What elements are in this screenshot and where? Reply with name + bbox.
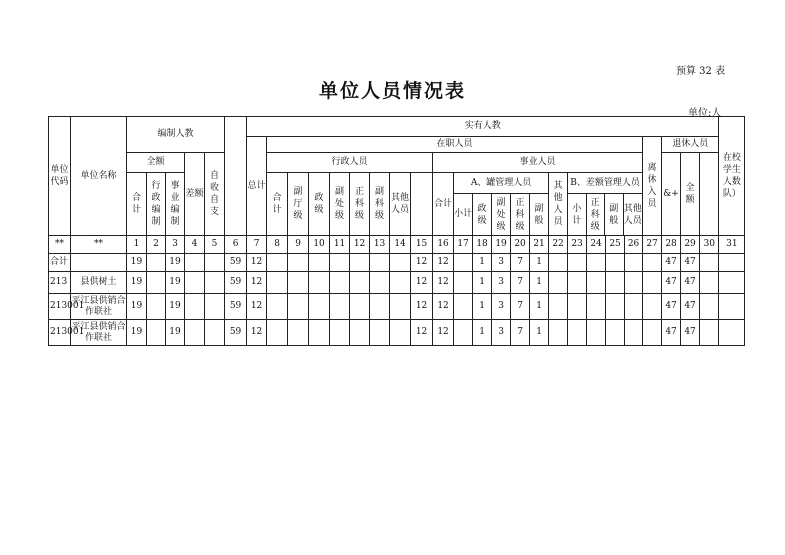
table-cell [267, 254, 288, 272]
table-cell: 12 [433, 294, 454, 320]
table-cell [205, 294, 225, 320]
table-cell [147, 272, 166, 294]
table-cell [549, 320, 568, 346]
table-cell [330, 272, 350, 294]
table-cell: 12 [411, 294, 433, 320]
col-establishment: 编制人教 [127, 117, 225, 153]
table-cell [454, 294, 473, 320]
table-cell [370, 320, 390, 346]
unit-label: 单位:人 [688, 108, 722, 119]
table-cell: 19 [127, 254, 147, 272]
table-cell: 3 [492, 272, 511, 294]
table-cell: 19 [127, 294, 147, 320]
table-cell [568, 254, 587, 272]
table-cell [330, 320, 350, 346]
table-cell: 1 [473, 294, 492, 320]
col-deputy-bureau: 副厅级 [288, 173, 309, 236]
col-employed: 在职人员 [267, 137, 643, 153]
table-cell [267, 320, 288, 346]
table-cell [454, 272, 473, 294]
table-cell [288, 254, 309, 272]
cell-unit-name: 平江县供销合作联社 [71, 320, 127, 346]
table-cell [370, 294, 390, 320]
table-cell: 47 [662, 294, 681, 320]
table-cell: 1 [530, 254, 549, 272]
table-cell: 7 [511, 254, 530, 272]
table-cell: 1 [530, 272, 549, 294]
table-cell [350, 294, 370, 320]
table-row [49, 272, 745, 294]
col-admin-other: 其他人员 [390, 173, 411, 236]
table-cell [390, 294, 411, 320]
table-cell [643, 254, 662, 272]
table-cell [625, 254, 643, 272]
col-unit-name: 单位名称 [71, 117, 127, 236]
table-row [49, 320, 745, 346]
table-cell [330, 254, 350, 272]
table-cell [309, 294, 330, 320]
table-cell [288, 272, 309, 294]
table-cell: 1 [473, 254, 492, 272]
table-cell: 7 [511, 294, 530, 320]
table-cell [606, 254, 625, 272]
col-retired: 退休人员 [662, 137, 719, 153]
table-cell [267, 294, 288, 320]
table-cell: 19 [166, 294, 185, 320]
col-unit-code: 单位代码 [49, 117, 71, 236]
budget-number: 预算 32 表 [676, 66, 726, 77]
table-cell: 7 [511, 272, 530, 294]
table-cell [719, 294, 745, 320]
table-cell [205, 272, 225, 294]
col-admin-total: 合计 [267, 173, 288, 236]
table-cell: 12 [247, 272, 267, 294]
table-cell [370, 272, 390, 294]
col-retired-offline: 离休入员 [643, 137, 662, 236]
table-cell [309, 320, 330, 346]
table-cell [549, 254, 568, 272]
col-section: 正科级 [350, 173, 370, 236]
table-cell [587, 294, 606, 320]
table-cell [700, 272, 719, 294]
table-cell [205, 254, 225, 272]
table-cell [700, 320, 719, 346]
table-cell [643, 294, 662, 320]
table-cell [205, 320, 225, 346]
table-cell: 59 [225, 272, 247, 294]
table-cell [309, 272, 330, 294]
table-cell [288, 294, 309, 320]
table-cell [606, 294, 625, 320]
col-self-funded: 自收自支 [205, 153, 225, 236]
cell-unit-code: 合计 [49, 254, 71, 272]
table-cell [568, 272, 587, 294]
table-cell: 19 [127, 320, 147, 346]
table-cell [549, 294, 568, 320]
table-cell: 47 [662, 320, 681, 346]
table-cell [185, 294, 205, 320]
table-cell [309, 254, 330, 272]
table-cell [625, 320, 643, 346]
table-cell [587, 272, 606, 294]
table-cell: 19 [127, 272, 147, 294]
table-cell: 12 [247, 294, 267, 320]
table-cell [147, 254, 166, 272]
table-cell [719, 320, 745, 346]
table-cell [568, 320, 587, 346]
table-cell: 47 [681, 254, 700, 272]
table-cell [267, 272, 288, 294]
col-inst-est: 事业编制 [166, 173, 185, 236]
col-a-group: A、罐管理人员 小计 政级 副处级 正科级 副般 [454, 173, 549, 236]
table-cell: 12 [433, 272, 454, 294]
table-cell: 12 [411, 320, 433, 346]
table-cell [643, 320, 662, 346]
table-cell: 19 [166, 272, 185, 294]
table-cell [185, 320, 205, 346]
col-full-amount: 全额 [127, 153, 185, 173]
col-deputy-section: 副科级 [370, 173, 390, 236]
table-cell: 3 [492, 294, 511, 320]
cell-unit-code: 213001 [49, 294, 71, 320]
table-cell: 3 [492, 254, 511, 272]
table-cell: 12 [247, 254, 267, 272]
col-division: 政级 [309, 173, 330, 236]
table-cell [606, 320, 625, 346]
table-cell [185, 254, 205, 272]
table-cell: 47 [681, 320, 700, 346]
col-deputy-division: 副处级 [330, 173, 350, 236]
page-title: 单位人员情况表 [318, 80, 466, 102]
table-cell: 47 [662, 254, 681, 272]
table-cell [643, 272, 662, 294]
table-cell: 12 [411, 254, 433, 272]
table-cell: 19 [166, 254, 185, 272]
column-number-row: ** ** 1 2 3 4 5 6 7 8 9 10 11 12 13 14 15 16 17 18 19 20 21 22 23 24 25 26 27 28 29 30 31 [49, 236, 745, 254]
col-admin-est: 行政编制 [147, 173, 166, 236]
col-retired-amp: &+ [662, 153, 681, 236]
table-row [49, 294, 745, 320]
col-actual: 实有人教 [247, 117, 719, 137]
table-cell [700, 294, 719, 320]
table-cell [587, 254, 606, 272]
table-cell [700, 254, 719, 272]
col-admin-staff: 行政人员 [267, 153, 433, 173]
table-cell [719, 272, 745, 294]
table-cell: 12 [433, 320, 454, 346]
table-cell [288, 320, 309, 346]
table-cell [606, 272, 625, 294]
table-cell [147, 294, 166, 320]
table-cell [587, 320, 606, 346]
table-cell: 1 [530, 320, 549, 346]
personnel-table [48, 116, 745, 346]
table-cell: 59 [225, 320, 247, 346]
table-cell [350, 272, 370, 294]
col-sub-total: 合计 [127, 173, 147, 236]
table-cell [719, 254, 745, 272]
table-cell: 12 [411, 272, 433, 294]
col-inst-total: 合计 [433, 173, 454, 236]
table-cell: 1 [530, 294, 549, 320]
table-cell [370, 254, 390, 272]
table-cell [390, 254, 411, 272]
table-cell: 1 [473, 272, 492, 294]
col-total: 总计 [247, 137, 267, 236]
col-inst-staff: 事业人员 [433, 153, 643, 173]
table-cell [625, 294, 643, 320]
table-cell [330, 294, 350, 320]
cell-unit-name: 平江县供销合作联社 [71, 294, 127, 320]
table-cell: 59 [225, 254, 247, 272]
cell-unit-code: 213001 [49, 320, 71, 346]
table-cell: 3 [492, 320, 511, 346]
table-cell [549, 272, 568, 294]
col-retired-full: 全额 [681, 153, 700, 236]
table-cell: 1 [473, 320, 492, 346]
cell-unit-name: 县供树土 [71, 272, 127, 294]
table-cell: 19 [166, 320, 185, 346]
table-cell [454, 320, 473, 346]
cell-unit-name [71, 254, 127, 272]
table-cell [454, 254, 473, 272]
table-cell: 12 [433, 254, 454, 272]
table-cell [390, 320, 411, 346]
cell-unit-code: 213 [49, 272, 71, 294]
table-cell [390, 272, 411, 294]
table-cell [185, 272, 205, 294]
table-cell [568, 294, 587, 320]
table-cell [625, 272, 643, 294]
table-cell [350, 320, 370, 346]
table-cell: 47 [681, 272, 700, 294]
table-cell: 59 [225, 294, 247, 320]
table-cell [350, 254, 370, 272]
col-students: 在校学生人数队） [719, 117, 745, 236]
table-cell: 12 [247, 320, 267, 346]
table-cell: 7 [511, 320, 530, 346]
table-row [49, 254, 745, 272]
table-cell [147, 320, 166, 346]
col-diff: 差额 [185, 153, 205, 236]
col-a-other: 其他人员 [549, 173, 568, 236]
col-b-group: B、差额管理人员 小计 正科级 副般 其他人员 [568, 173, 643, 236]
table-cell: 47 [681, 294, 700, 320]
table-cell: 47 [662, 272, 681, 294]
